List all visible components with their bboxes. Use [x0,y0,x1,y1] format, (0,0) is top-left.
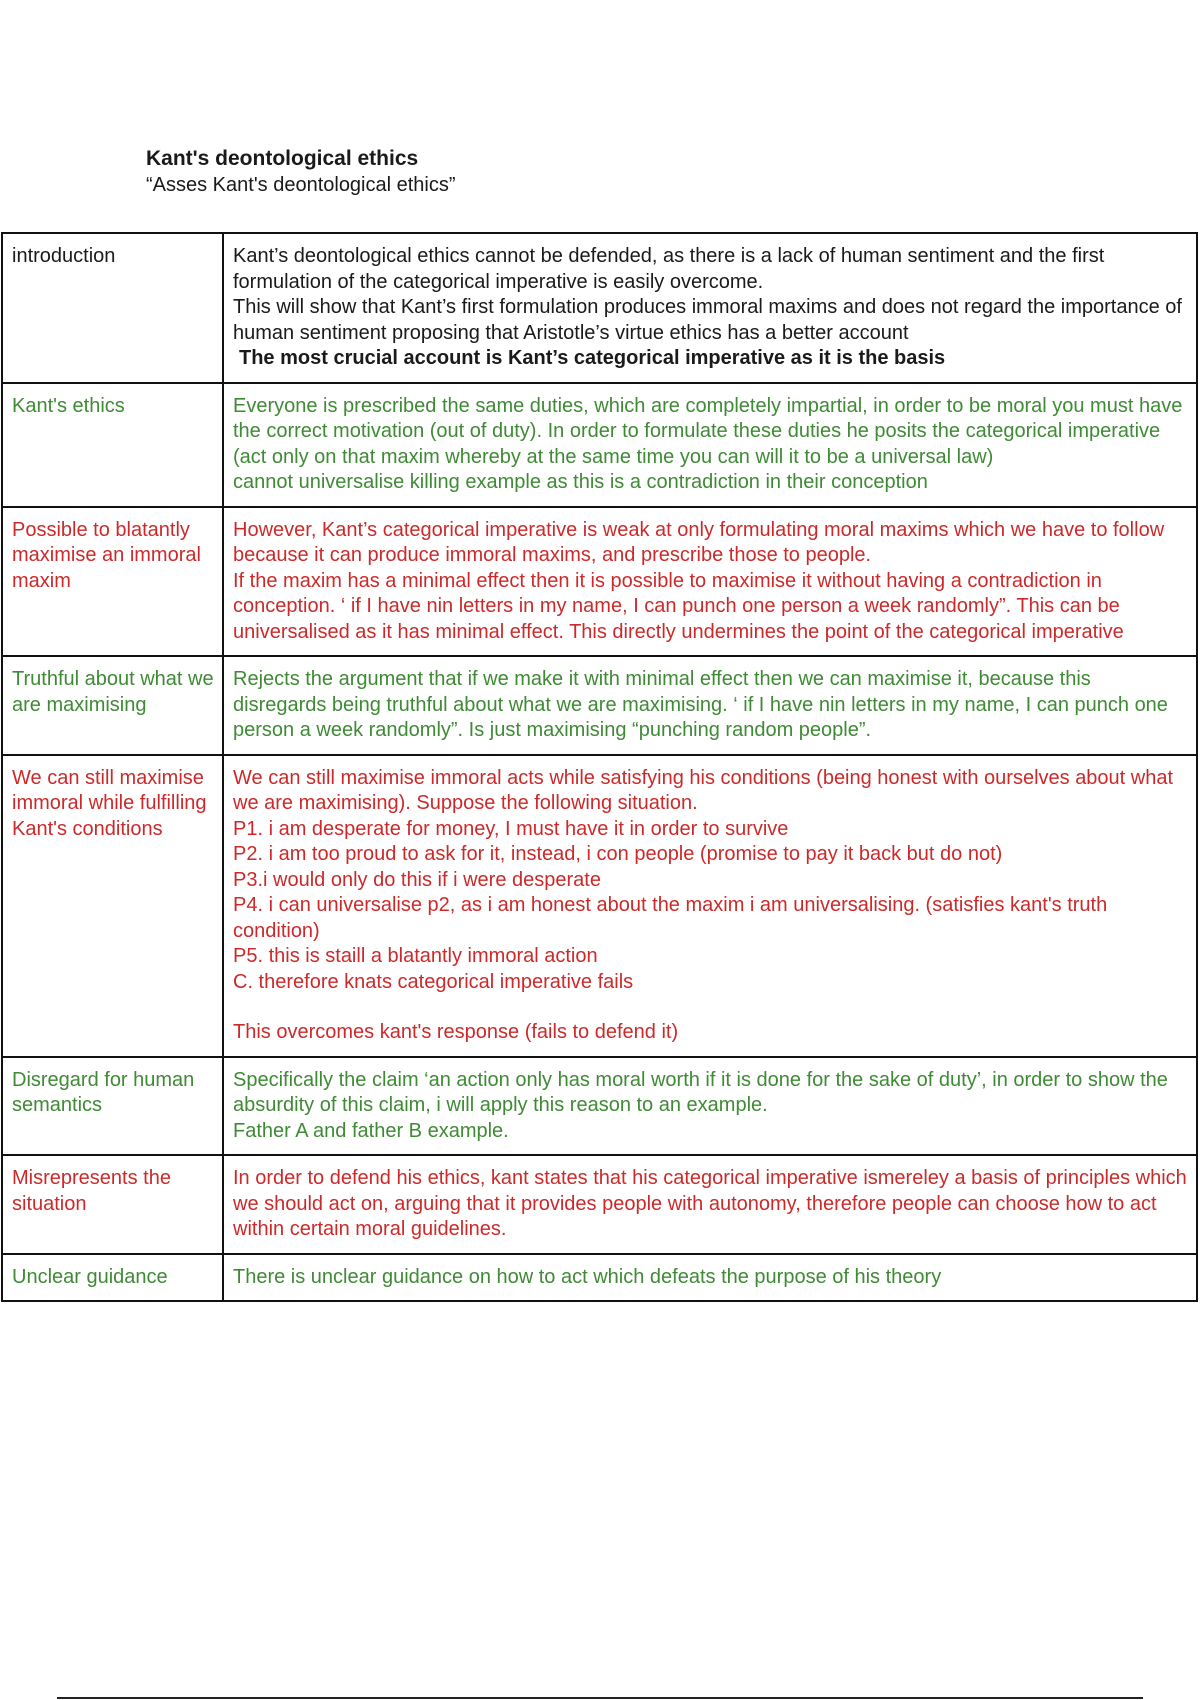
row-content [223,1155,1197,1254]
table-row-misrepresents [2,1155,1197,1254]
row-content [223,1057,1197,1156]
document-header [146,146,456,198]
row-label: introduction [2,233,223,383]
document-subtitle: “Asses Kant's deontological ethics” [146,174,456,196]
table-row-introduction [2,233,1197,383]
table-row-truthful [2,656,1197,755]
row-label: Kant's ethics [2,383,223,507]
table-row-still-maximise [2,755,1197,1057]
row-text: However, Kant’s categorical imperative is weak at only formulating moral maxims which we have to follow because it can produce immoral maxims, and prescribe those to people. [233,518,1165,566]
row-content [223,233,1197,383]
page-bottom-rule [57,1697,1143,1699]
row-text: We can still maximise immoral acts while satisfying his conditions (being honest with ourselves about what we are maximising). Suppose the following situation. [233,766,1174,814]
premise-p1: P1. i am desperate for money, I must have it in order to survive [233,817,789,840]
row-text: This overcomes kant's response (fails to defend it) [233,1021,679,1043]
row-label: Possible to blatantly maximise an immoral maxim [2,507,223,657]
row-label: Misrepresents the situation [2,1155,223,1254]
row-text: cannot universalise killing example as this is a contradiction in their conception [233,471,928,493]
row-content [223,1254,1197,1302]
row-text: Father A and father B example. [233,1119,509,1142]
row-text: Rejects the argument that if we make it with minimal effect then we can maximise it, because this disregards being truthful about what we are maximising. ‘ if I have nin letters in my name, I can punch one person a week randomly”. Is just maximising “punching random people”. [233,668,1168,741]
row-content [223,656,1197,755]
row-text: There is unclear guidance on how to act which defeats the purpose of his theory [233,1265,942,1288]
table-row-blatant-maxim [2,507,1197,657]
essay-plan-table [1,232,1198,1302]
row-label: Truthful about what we are maximising [2,656,223,755]
row-text-bold: The most crucial account is Kant’s categorical imperative as it is the basis [239,347,946,369]
conclusion: C. therefore knats categorical imperative fails [233,970,634,993]
row-text: In order to defend his ethics, kant states that his categorical imperative ismereley a basis of principles which we should act on, arguing that it provides people with autonomy, therefore people can choose how to act within certain moral guidelines. [233,1167,1187,1240]
premise-p3: P3.i would only do this if i were desperate [233,868,601,891]
premise-p2: P2. i am too proud to ask for it, instead, i con people (promise to pay it back but do not) [233,843,1003,865]
premise-p5: P5. this is staill a blatantly immoral action [233,945,598,967]
document-title: Kant's deontological ethics [146,147,419,170]
row-label: We can still maximise immoral while fulfilling Kant's conditions [2,755,223,1057]
row-label: Unclear guidance [2,1254,223,1302]
row-text: This will show that Kant’s first formulation produces immoral maxims and does not regard the importance of human sentiment proposing that Aristotle’s virtue ethics has a better account [233,296,1182,344]
row-text: Everyone is prescribed the same duties, which are completely impartial, in order to be moral you must have the correct motivation (out of duty). In order to formulate these duties he posits the categorical imperative (act only on that maxim whereby at the same time you can will it to be a universal law) [233,394,1183,468]
row-content [223,383,1197,507]
row-content [223,755,1197,1057]
spacer [233,995,1188,1020]
table-row-human-semantics [2,1057,1197,1156]
row-text: Specifically the claim ‘an action only has moral worth if it is done for the sake of duty’, in order to show the absurdity of this claim, i will apply this reason to an example. [233,1068,1168,1116]
row-content [223,507,1197,657]
table-row-kants-ethics [2,383,1197,507]
table-row-unclear-guidance [2,1254,1197,1302]
premise-p4: P4. i can universalise p2, as i am honest about the maxim i am universalising. (satisfies kant's truth condition) [233,894,1108,942]
row-text: Kant’s deontological ethics cannot be defended, as there is a lack of human sentiment and the first formulation of the categorical imperative is easily overcome. [233,245,1105,293]
row-text: If the maxim has a minimal effect then it is possible to maximise it without having a contradiction in conception. ‘ if I have nin letters in my name, I can punch one person a week randomly”. This can be universalised as it has minimal effect. This directly undermines the point of the categorical imperative [233,569,1124,643]
row-label: Disregard for human semantics [2,1057,223,1156]
